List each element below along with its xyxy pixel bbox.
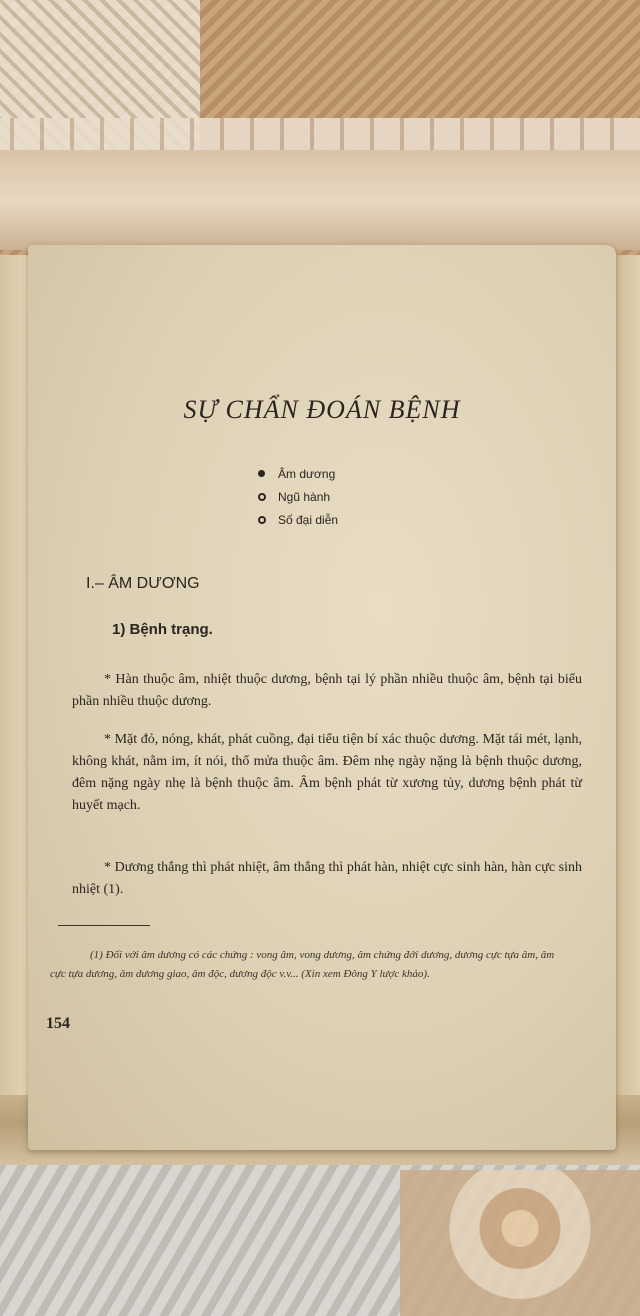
flower-pattern [400,1170,640,1316]
body-paragraph: * Hàn thuộc âm, nhiệt thuộc dương, bệnh tại lý phần nhiều thuộc âm, bệnh tại biểu phần nhiều thuộc dương. [72,672,582,709]
page-title: SỰ CHẨN ĐOÁN BỆNH [183,395,461,424]
scroll-pattern [0,150,640,250]
hollow-bullet-icon [258,516,266,524]
toc-item [258,490,338,504]
tablecloth-bottom [0,1140,640,1316]
chapter-contents [258,467,338,536]
filled-bullet-icon [258,470,265,477]
hollow-bullet-icon [258,493,266,501]
body-paragraph: * Dương thắng thì phát nhiệt, âm thắng thì phát hàn, nhiệt cực sinh hàn, hàn cực sinh nhiệt (1). [72,860,582,897]
lace-band [0,118,640,152]
body-paragraph: * Mặt đỏ, nóng, khát, phát cuồng, đại tiểu tiện bí xác thuộc dương. Mặt tái mét, lạnh, không khát, nằm im, ít nói, thổ mửa thuộc âm. Đêm nhẹ ngày nặng là bệnh thuộc dương, đêm nặng ngày nhẹ là bệnh thuộc âm. Âm bệnh phát từ xương tủy, dương bệnh phát từ huyết mạch. [72,732,582,813]
section-heading: I.– ÂM DƯƠNG [86,575,200,592]
left-page-edge [0,255,30,1115]
toc-item-label: Âm dương [278,467,336,481]
toc-item [258,467,338,481]
toc-item-label: Số đại diễn [278,513,339,527]
tablecloth-top [0,0,640,260]
toc-item [258,513,338,527]
right-page-edge [612,255,640,1155]
page-number: 154 [46,1015,70,1032]
footnote: (1) Đối với âm dương có các chứng : vong âm, vong dương, âm chứng đới dương, dương cực tựa âm, âm cực tựa dương, âm dương giao, âm độc, dương độc v.v... (Xin xem Đông Y lược khảo). [50,949,555,980]
subsection-heading: 1) Bệnh trạng. [112,621,213,638]
footnote-divider [58,925,150,926]
book-page [28,245,616,1150]
toc-item-label: Ngũ hành [278,490,331,504]
